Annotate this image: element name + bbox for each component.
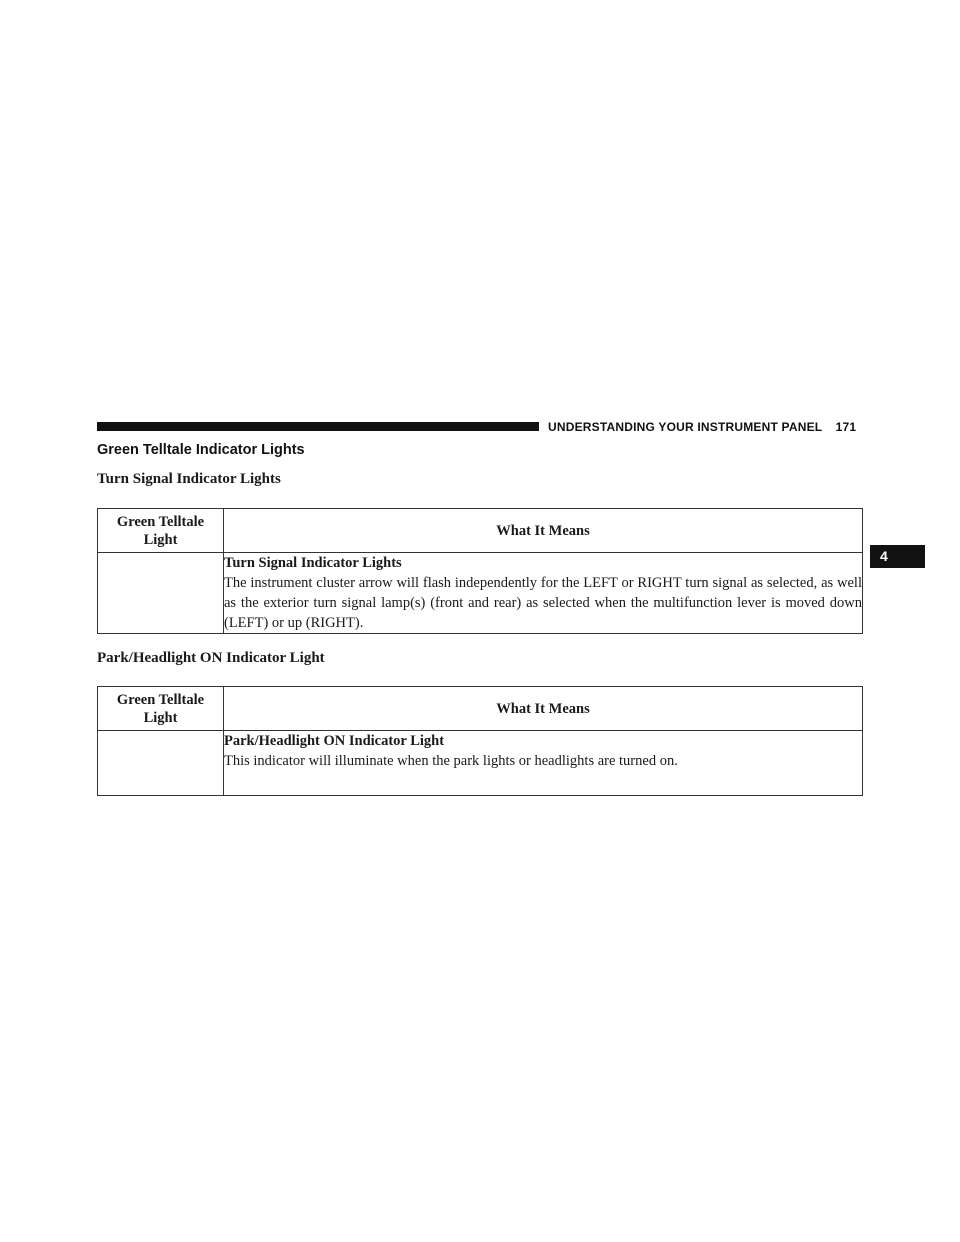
chapter-tab: 4 [870,545,925,568]
col-header-what-it-means: What It Means [224,687,863,731]
col-header-telltale [98,509,224,553]
turn-signal-table [97,508,863,634]
table-header-row [98,509,863,553]
table-header-row [98,687,863,731]
meaning-cell [224,731,863,796]
running-head [548,420,856,434]
col-header-what-it-means: What It Means [224,509,863,553]
col-header-telltale [98,687,224,731]
subsection-title-park-headlight: Park/Headlight ON Indicator Light [97,650,325,666]
col-header-telltale-line1: Green Telltale [116,691,205,708]
running-head-title: UNDERSTANDING YOUR INSTRUMENT PANEL [548,420,823,434]
section-title: Green Telltale Indicator Lights [97,442,305,458]
park-headlight-table [97,686,863,796]
table-row [98,553,863,634]
col-header-telltale-line2: Light [143,531,178,548]
page-number: 171 [835,420,857,434]
meaning-cell [224,553,863,634]
telltale-icon-cell [98,553,224,634]
subsection-title-turn-signal: Turn Signal Indicator Lights [97,471,281,487]
col-header-telltale-line1: Green Telltale [116,513,205,530]
col-header-telltale-line2: Light [143,709,178,726]
row-title: Turn Signal Indicator Lights [224,555,402,571]
table-row [98,731,863,796]
header-rule [97,422,539,431]
telltale-icon-cell [98,731,224,796]
row-title: Park/Headlight ON Indicator Light [224,733,445,749]
row-description: This indicator will illuminate when the park lights or headlights are turned on. [224,753,678,769]
row-description: The instrument cluster arrow will flash independently for the LEFT or RIGHT turn signal as selected, as well as the exterior turn signal lamp(s) (front and rear) as selected when the multifunction lever is moved down (LEFT) or up (RIGHT). [224,575,862,631]
